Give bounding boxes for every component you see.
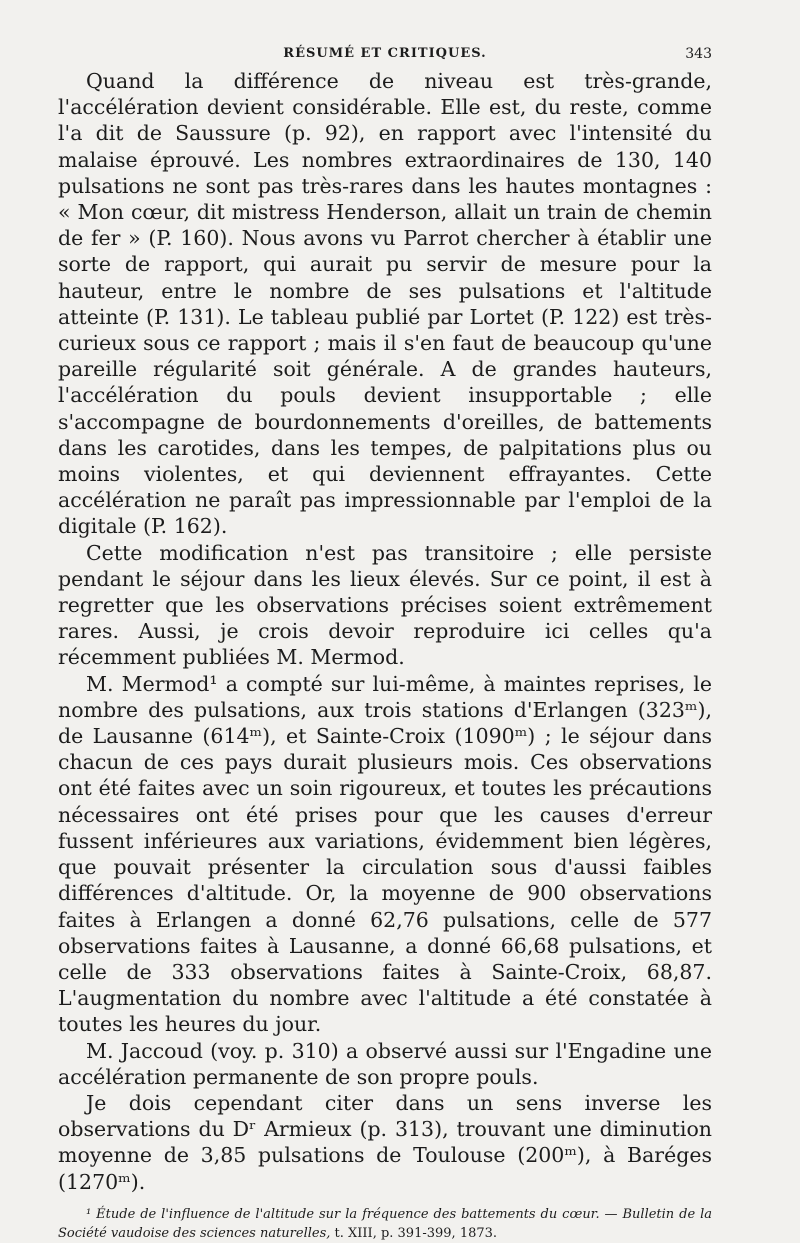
paragraph-mermod: M. Mermod¹ a compté sur lui-même, à maintes reprises, le nombre des pulsations, aux trois stations d'Erlangen (323ᵐ), de Lausanne (614ᵐ), et Sainte-Croix (1090ᵐ) ; le séjour dans chacun de ces pays durait plusieurs mois. Ces observations ont été faites avec un soin rigoureux, et toutes les précautions nécessaires ont été prises pour que les causes d'erreur fussent inférieures aux variations, évidemment bien légères, que pouvait présenter la circulation sous d'aussi faibles différences d'altitude. Or, la moyenne de 900 observations faites à Erlangen a donné 62,76 pulsations, celle de 577 observations faites à Lausanne, a donné 66,68 pulsations, et celle de 333 observations faites à Sainte-Croix, 68,87. L'augmentation du nombre avec l'altitude a été constatée à toutes les heures du jour. [58,671,712,1037]
paragraph-acceleration: Quand la différence de niveau est très-grande, l'accélération devient considérable. Elle est, du reste, comme l'a dit de Saussure (p. 92), en rapport avec l'intensité du malaise éprouvé. Les nombres extraordinaires de 130, 140 pulsations ne sont pas très-rares dans les hautes montagnes : « Mon cœur, dit mistress Henderson, allait un train de chemin de fer » (P. 160). Nous avons vu Parrot chercher à établir une sorte de rapport, qui aurait pu servir de mesure pour la hauteur, entre le nombre de ses pulsations et l'altitude atteinte (P. 131). Le tableau publié par Lortet (P. 122) est très-curieux sous ce rapport ; mais il s'en faut de beaucoup qu'une pareille régularité soit générale. A de grandes hauteurs, l'accélération du pouls devient insupportable ; elle s'accompagne de bourdonnements d'oreilles, de battements dans les carotides, dans les tempes, de palpitations plus ou moins violentes, et qui deviennent effrayantes. Cette accélération ne paraît pas impressionnable par l'emploi de la digitale (P. 162). [58,69,712,539]
paragraph-armieux: Je dois cependant citer dans un sens inverse les observations du Dʳ Armieux (p. 313), trouvant une diminution moyenne de 3,85 pulsations de Toulouse (200ᵐ), à Baréges (1270ᵐ). [58,1090,712,1194]
page-header [58,40,712,68]
footnote-marker: ¹ [86,1206,92,1222]
footnote [58,1205,712,1243]
paragraph-jaccoud: M. Jaccoud (voy. p. 310) a observé aussi sur l'Engadine une accélération permanente de son propre pouls. [58,1038,712,1089]
book-page [58,40,712,1243]
body-text [58,68,712,1195]
footnote-reference: t. XIII, p. 391-399, 1873. [330,1225,498,1241]
footnote-title: Étude de l'influence de l'altitude sur la fréquence des battements du cœur. — Bulletin de la Société vaudoise des sciences naturelles, [58,1206,712,1241]
running-title: RÉSUMÉ ET CRITIQUES. [283,46,487,61]
page-number: 343 [685,46,712,62]
paragraph-persistence: Cette modification n'est pas transitoire ; elle persiste pendant le séjour dans les lieux élevés. Sur ce point, il est à regretter que les observations précises soient extrêmement rares. Aussi, je crois devoir reproduire ici celles qu'a récemment publiées M. Mermod. [58,540,712,670]
